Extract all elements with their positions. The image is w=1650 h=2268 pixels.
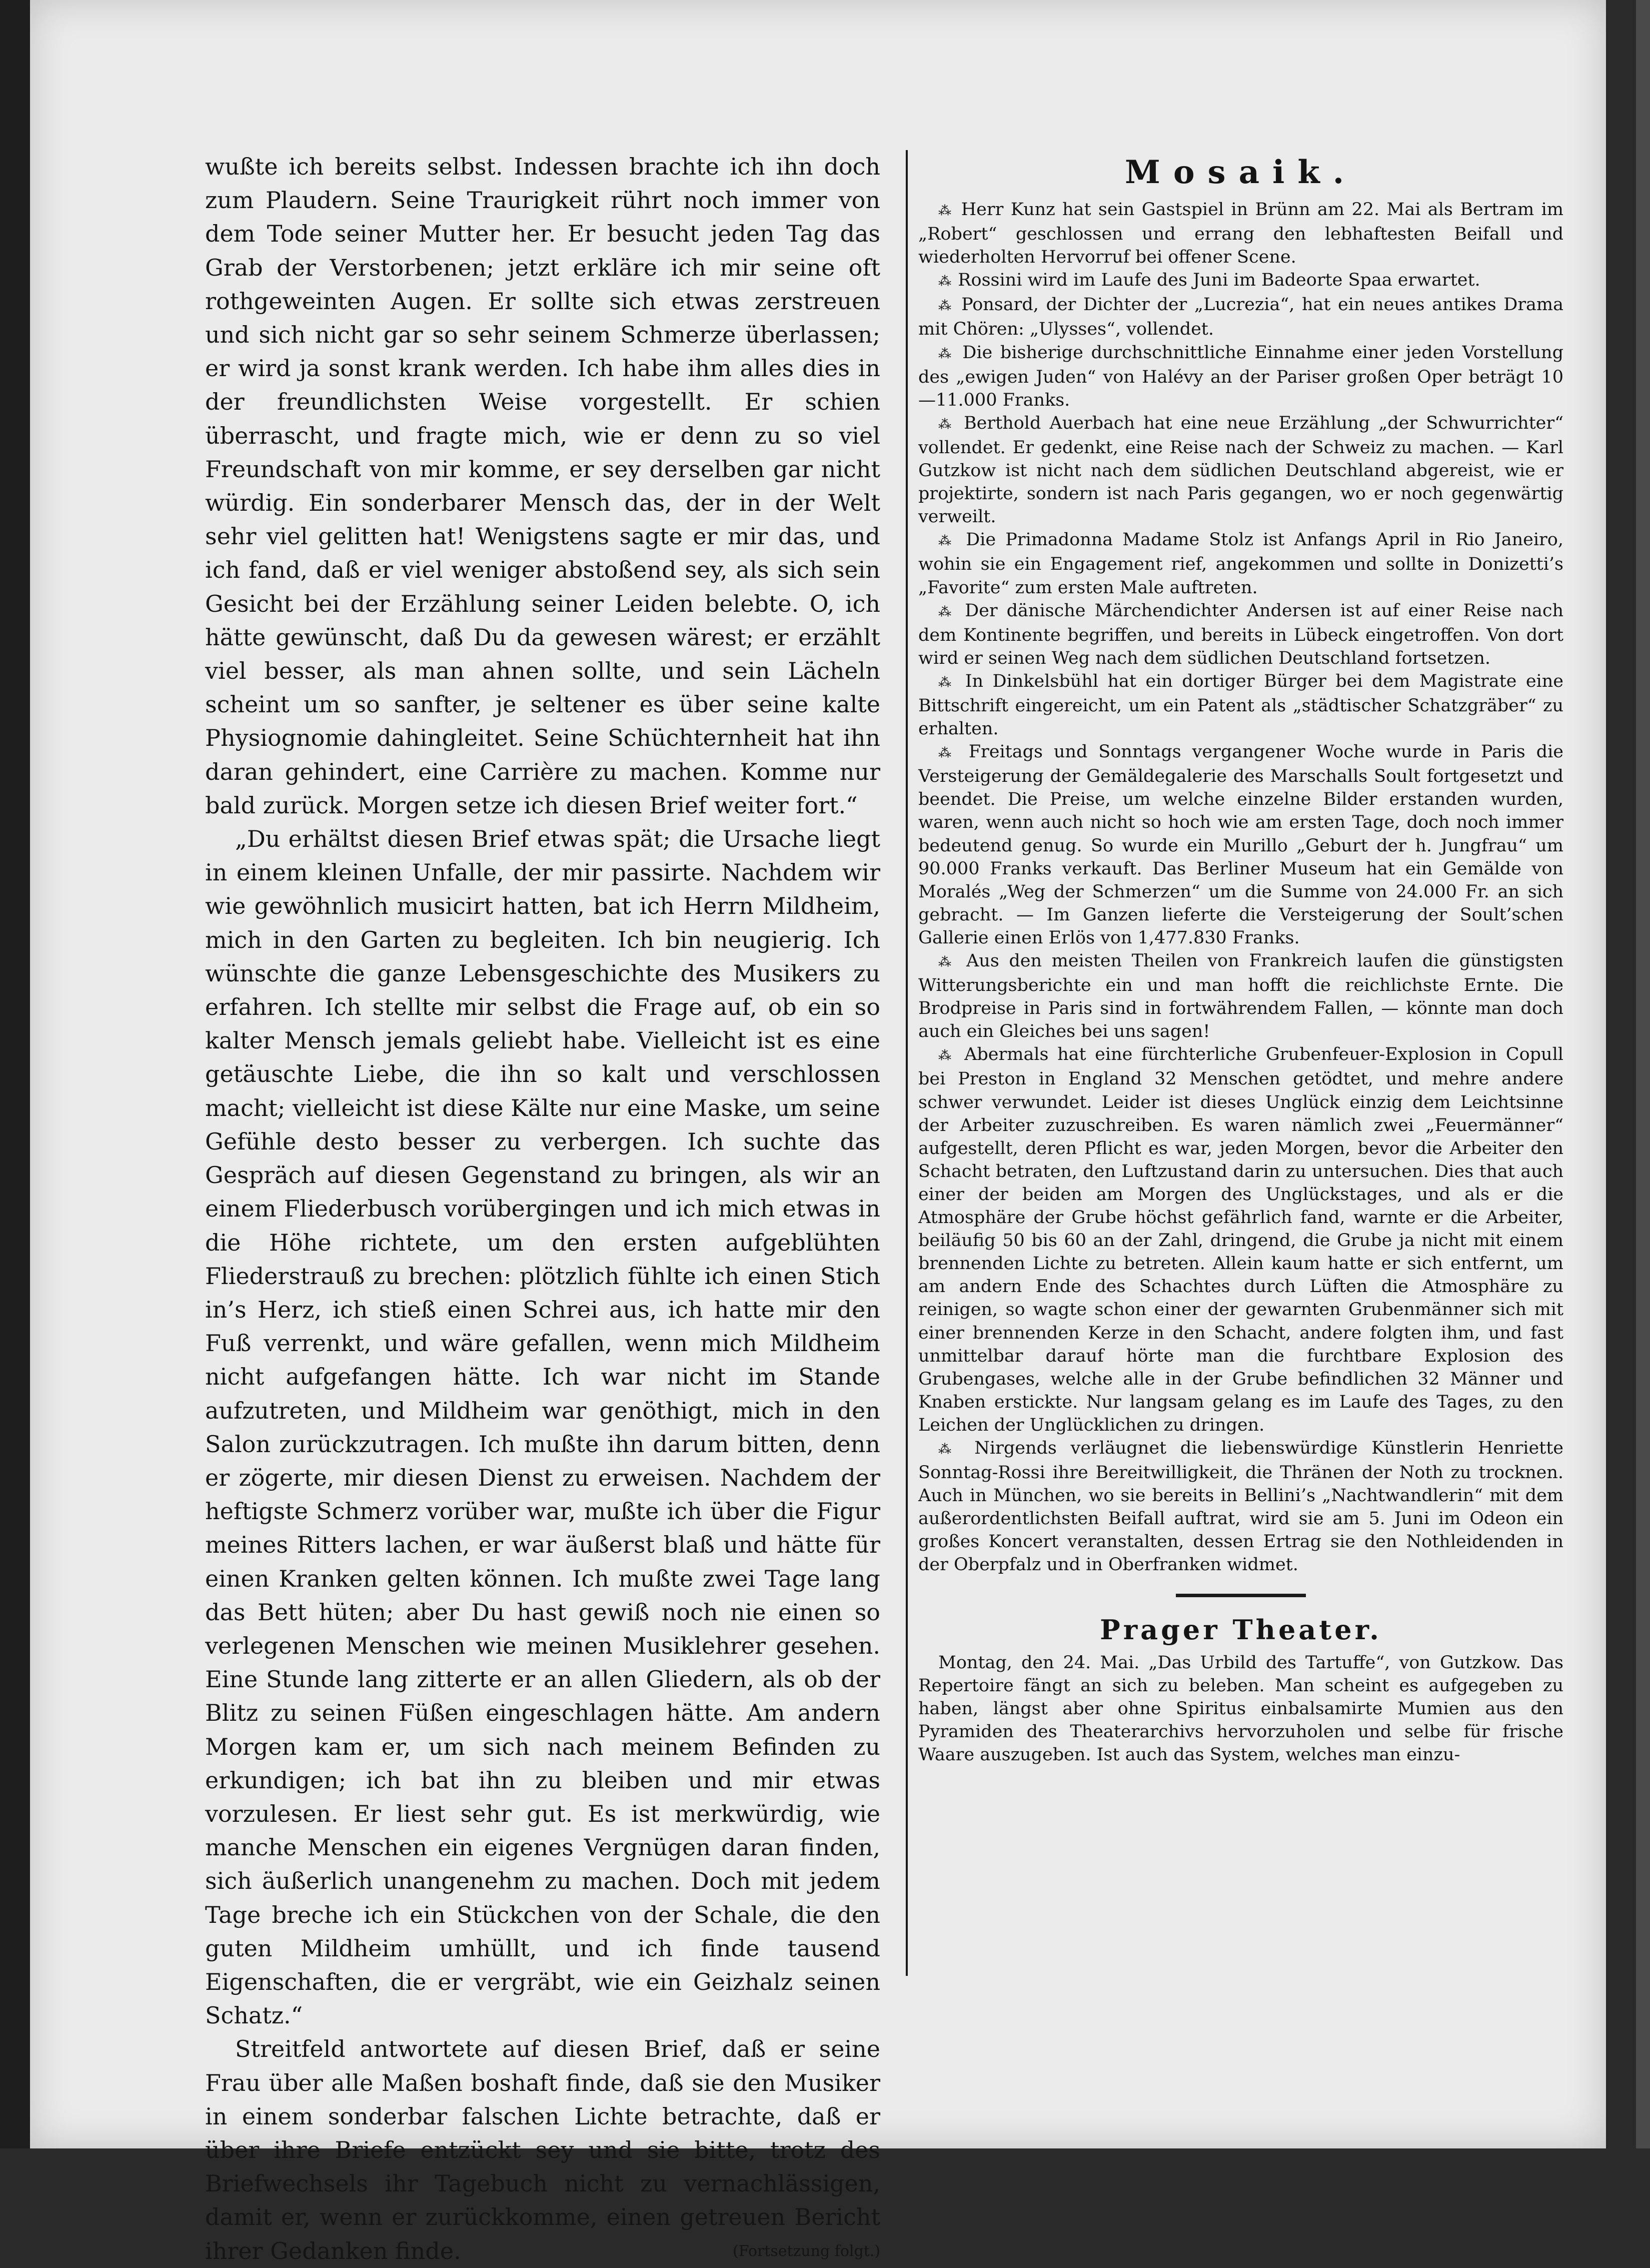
asterism-icon: ⁂	[938, 204, 954, 219]
story-paragraph-text: Streitfeld antwortete auf diesen Brief, daß er seine Frau über alle Maßen boshaft finde, daß sie den Musiker in einem sonderbar falschen Lichte betrachte, daß er über ihre Briefe entzückt sey und sie bitte, trotz des Briefwechsels ihr Tagebuch nicht zu vernachlässigen, damit er, wenn er zurückkomme, einen getreuen Bericht ihrer Gedanken finde.	[205, 2035, 880, 2264]
story-paragraph	[205, 2032, 880, 2267]
theater-review-text: Montag, den 24. Mai. „Das Urbild des Tartuffe“, von Gutzkow. Das Repertoire fängt an sich zu beleben. Man scheint es aufgegeben zu haben, längst aber ohne Spiritus einbalsamirte Mumien aus den Pyramiden des Theaterarchivs hervorzuholen und selbe für frische Waare auszugeben. Ist auch das System, welches man einzu-	[918, 1652, 1563, 1765]
mosaik-heading: Mosaik.	[1125, 154, 1357, 191]
mosaik-item-text: Rossini wird im Laufe des Juni im Badeorte Spaa erwartet.	[958, 270, 1480, 291]
asterism-icon: ⁂	[938, 675, 956, 690]
mosaik-item	[918, 198, 1563, 269]
asterism-icon: ⁂	[938, 955, 957, 970]
asterism-icon: ⁂	[938, 299, 954, 314]
mosaik-item	[918, 293, 1563, 341]
asterism-icon: ⁂	[938, 274, 952, 290]
asterism-icon: ⁂	[938, 417, 955, 432]
mosaik-item-text: Aus den meisten Theilen von Frankreich laufen die günstigsten Witterungsberichte ein und man hofft die reichlichste Ernte. Die Brodpreise in Paris sind in fortwährendem Fallen, — könnte man doch auch ein Gleiches bei uns sagen!	[918, 951, 1563, 1042]
mosaik-item	[918, 412, 1563, 528]
asterism-icon: ⁂	[938, 534, 956, 549]
mosaik-item	[918, 1437, 1563, 1577]
mosaik-item-text: Nirgends verläugnet die liebenswürdige Künstlerin Henriette Sonntag-Rossi ihre Bereitwilligkeit, die Thränen der Noth zu trocknen. Auch in München, wo sie bereits in Bellini’s „Nachtwandlerin“ mit dem außerordentlichsten Beifall auftrat, wird sie am 5. Juni im Odeon ein großes Koncert veranstalten, dessen Ertrag sie den Nothleidenden in der Oberpfalz und in Oberfranken widmet.	[918, 1438, 1563, 1575]
mosaik-item	[918, 528, 1563, 599]
mosaik-item	[918, 1043, 1563, 1437]
asterism-icon: ⁂	[938, 746, 958, 761]
newspaper-page	[30, 0, 1606, 2264]
story-paragraph: „Du erhältst diesen Brief etwas spät; die Ursache liegt in einem kleinen Unfalle, der mir passirte. Nachdem wir wie gewöhnlich musicirt hatten, bat ich Herrn Mildheim, mich in den Garten zu begleiten. Ich bin neugierig. Ich wünschte die ganze Lebensgeschichte des Musikers zu erfahren. Ich stellte mir selbst die Frage auf, ob ein so kalter Mensch jemals geliebt habe. Vielleicht ist es eine getäuschte Liebe, die ihn so kalt und verschlossen macht; vielleicht ist diese Kälte nur eine Maske, um seine Gefühle desto besser zu verbergen. Ich suchte das Gespräch auf diesen Gegenstand zu bringen, als wir an einem Fliederbusch vorübergingen und ich mich etwas in die Höhe richtete, um den ersten aufgeblühten Fliederstrauß zu brechen: plötzlich fühlte ich einen Stich in’s Herz, ich stieß einen Schrei aus, ich hatte mir den Fuß verrenkt, und wäre gefallen, wenn mich Mildheim nicht aufgefangen hätte. Ich war nicht im Stande aufzutreten, und Mildheim war genöthigt, mich in den Salon zurückzutragen. Ich mußte ihn darum bitten, denn er zögerte, mir diesen Dienst zu erweisen. Nachdem der heftigste Schmerz vorüber war, mußte ich über die Figur meines Ritters lachen, er war äußerst blaß und hätte für einen Kranken gelten können. Ich mußte zwei Tage lang das Bett hüten; aber Du hast gewiß noch nie einen so verlegenen Menschen wie meinen Musiklehrer gesehen. Eine Stunde lang zitterte er an allen Gliedern, als ob der Blitz zu seinen Füßen eingeschlagen hätte. Am andern Morgen kam er, um sich nach meinem Befinden zu erkundigen; ich bat ihn zu bleiben und mir etwas vorzulesen. Er liest sehr gut. Es ist merkwürdig, wie manche Menschen ein eigenes Vergnügen daran finden, sich äußerlich unangenehm zu machen. Doch mit jedem Tage breche ich ein Stückchen von der Schale, die den guten Mildheim umhüllt, und ich finde tausend Eigenschaften, die er vergräbt, wie ein Geizhalz seinen Schatz.“	[205, 825, 880, 2029]
mosaik-item	[918, 740, 1563, 949]
scan-background-left	[0, 0, 30, 2148]
mosaik-item-text: Der dänische Märchendichter Andersen ist auf einer Reise nach dem Kontinente begriffen, und bereits in Lübeck eingetroffen. Von dort wird er seinen Weg nach dem südlichen Deutschland fortsetzen.	[918, 600, 1563, 668]
mosaik-item	[918, 341, 1563, 412]
mosaik-item-text: Die Primadonna Madame Stolz ist Anfangs April in Rio Janeiro, wohin sie ein Engagement rief, angekommen und sollte in Donizetti’s „Favorite“ zum ersten Male auftreten.	[918, 530, 1563, 598]
left-column-story	[205, 150, 880, 2264]
mosaik-item	[918, 949, 1563, 1043]
mosaik-item-text: In Dinkelsbühl hat ein dortiger Bürger bei dem Magistrate eine Bittschrift eingereicht, um ein Patent als „städtischer Schatzgräber“ zu erhalten.	[918, 671, 1563, 739]
asterism-icon: ⁂	[938, 1048, 956, 1064]
mosaik-item-text: Freitags und Sonntags vergangener Woche wurde in Paris die Versteigerung der Gemäldegalerie des Marschalls Soult fortgesetzt und beendet. Die Preise, um welche einzelne Bilder erstanden wurden, waren, wenn auch nicht so hoch wie am ersten Tage, doch noch immer bedeutend genug. So wurde ein Murillo „Geburt der h. Jungfrau“ um 90.000 Franks verkauft. Das Berliner Museum hat ein Gemälde von Moralés „Weg der Schmerzen“ um die Summe von 24.000 Fr. an sich gebracht. — Im Ganzen lieferte die Versteigerung der Soult’schen Gallerie einen Erlös von 1,477.830 Franks.	[918, 742, 1563, 948]
mosaik-item-text: Ponsard, der Dichter der „Lucrezia“, hat ein neues antikes Drama mit Chören: „Ulysses“, vollendet.	[918, 295, 1563, 340]
section-rule	[1176, 1594, 1306, 1597]
asterism-icon: ⁂	[938, 604, 956, 620]
scan-background-right	[1636, 0, 1650, 2148]
mosaik-item-text: Berthold Auerbach hat eine neue Erzählung „der Schwurrichter“ vollendet. Er gedenkt, eine Reise nach der Schweiz zu machen. — Karl Gutzkow ist nicht nach dem südlichen Deutschland abgereist, wie er projektirte, sondern ist nach Paris gegangen, wo er noch gegenwärtig verweilt.	[918, 413, 1563, 527]
mosaik-item-text: Abermals hat eine fürchterliche Grubenfeuer-Explosion in Copull bei Preston in England 32 Menschen getödtet, und mehre andere schwer verwundet. Leider ist dieses Unglück einzig dem Leichtsinne der Arbeiter zuzuschreiben. Es waren nämlich zwei „Feuermänner“ aufgestellt, deren Pflicht es war, jeden Morgen, bevor die Arbeiter den Schacht betraten, den Luftzustand darin zu untersuchen. Dies that auch einer der beiden am Morgen des Unglückstages, und als er die Atmosphäre der Grube höchst gefährlich fand, warnte er die Arbeiter, beiläufig 50 bis 60 an der Zahl, dringend, die Grube ja nicht mit einem brennenden Lichte zu betreten. Allein kaum hatte er sich entfernt, um am andern Ende des Schachtes durch Lüften die Atmosphäre zu reinigen, so wagte schon einer der gewarnten Grubenmänner sich mit einer brennenden Kerze in den Schacht, andere folgten ihm, und fast unmittelbar darauf hörte man die furchtbare Explosion des Grubengases, welche alle in der Grube befindlichen 32 Männer und Knaben erstickte. Nur langsam gelang es im Laufe des Tages, zu den Leichen der Unglücklichen zu dringen.	[918, 1044, 1563, 1435]
continuation-note: (Fortsetzung folgt.)	[733, 2242, 880, 2260]
column-divider	[906, 150, 908, 1976]
asterism-icon: ⁂	[938, 346, 955, 362]
right-column-mosaik	[918, 150, 1563, 1976]
theater-heading: Prager Theater.	[1100, 1613, 1382, 1646]
mosaik-item	[918, 269, 1563, 293]
mosaik-item	[918, 599, 1563, 670]
mosaik-item	[918, 670, 1563, 740]
mosaik-item-text: Herr Kunz hat sein Gastspiel in Brünn am 22. Mai als Bertram im „Robert“ geschlossen und errang den lebhaftesten Beifall und wiederholten Hervorruf bei offener Scene.	[918, 200, 1563, 268]
asterism-icon: ⁂	[938, 1442, 961, 1457]
mosaik-item-text: Die bisherige durchschnittliche Einnahme einer jeden Vorstellung des „ewigen Juden“ von Halévy an der Pariser großen Oper beträgt 10—11.000 Franks.	[918, 342, 1563, 410]
story-paragraph: wußte ich bereits selbst. Indessen brachte ich ihn doch zum Plaudern. Seine Traurigkeit rührt noch immer von dem Tode seiner Mutter her. Er besucht jeden Tag das Grab der Verstorbenen; jetzt erkläre ich mir seine oft rothgeweinten Augen. Er sollte sich etwas zerstreuen und sich nicht gar so sehr seinem Schmerze überlassen; er wird ja sonst krank werden. Ich habe ihm alles dies in der freundlichsten Weise vorgestellt. Er schien überrascht, und fragte mich, wie er denn zu so viel Freundschaft von mir komme, er sey derselben gar nicht würdig. Ein sonderbarer Mensch das, der in der Welt sehr viel gelitten hat! Wenigstens sagte er mir das, und ich fand, daß er viel weniger abstoßend sey, als sich sein Gesicht bei der Erzählung seiner Leiden belebte. O, ich hätte gewünscht, daß Du da gewesen wärest; er erzählt viel besser, als man ahnen sollte, und sein Lächeln scheint um so sanfter, je seltener es über seine kalte Physiognomie dahingleitet. Seine Schüchternheit hat ihn daran gehindert, eine Carrière zu machen. Komme nur bald zurück. Morgen setze ich diesen Brief weiter fort.“	[205, 153, 880, 819]
